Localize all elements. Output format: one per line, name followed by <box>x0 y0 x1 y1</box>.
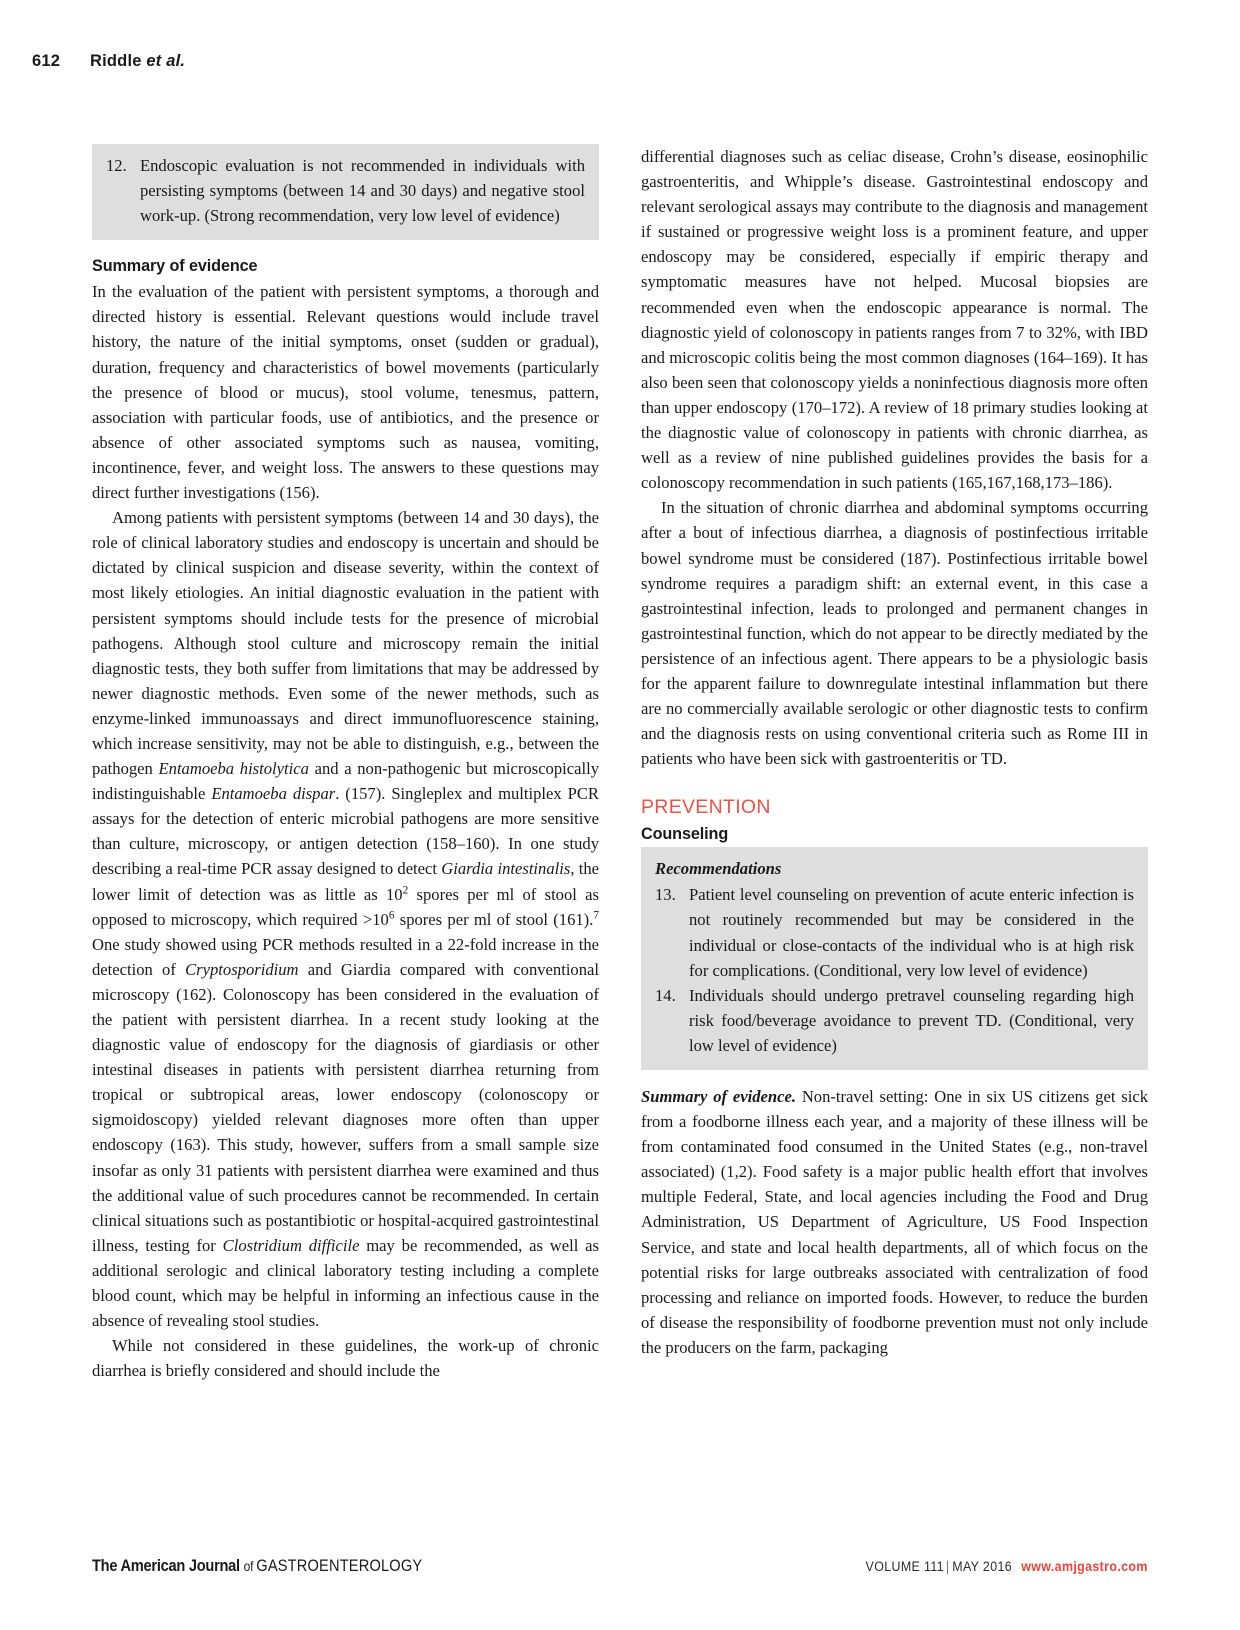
summary-of-evidence-heading: Summary of evidence <box>92 257 258 276</box>
species-name: Giardia intestinalis <box>441 859 571 879</box>
text-run: One study showed using PCR methods resulted in a 22-fold increase in the detection of <box>92 934 599 979</box>
text-run: may be recommended, as well as additional serologic and clinical laboratory testing including a complete blood count, which may be helpful in informing an infectious cause in the absence of revealing stool studies. <box>92 1235 599 1331</box>
journal-logo <box>92 1556 422 1576</box>
spacer <box>92 240 599 254</box>
running-head-authors: Riddle <box>90 52 147 70</box>
right-column <box>641 144 1148 1474</box>
recommendation-number: 14. <box>655 985 676 1005</box>
footer-volume-info <box>866 1559 1148 1574</box>
text-run: and a non-pathogenic but microscopically indistinguishable <box>92 759 600 804</box>
volume-label: VOLUME 111 <box>865 1559 945 1574</box>
text-run: and Giardia compared with conventional microscopy (162). Colonoscopy has been considered in the evaluation of the patient with persistent diarrhea. In a recent study looking at the diagnostic value of endoscopy for the diagnosis of giardiasis or other intestinal diseases in patients with persistent diarrhea returning from tropical or subtropical areas, lower endoscopy (colonoscopy or sigmoidoscopy) yielded relevant diagnoses more often than upper endoscopy (163). This study, however, suffers from a small sample size insofar as only 31 patients with persistent diarrhea were examined and thus the additional value of such procedures cannot be recommended. In certain clinical situations such as postantibiotic or hospital-acquired gastrointestinal illness, testing for <box>92 959 600 1255</box>
text-run: Among patients with persistent symptoms (between 14 and 30 days), the role of clinical laboratory studies and endoscopy is uncertain and should be dictated by clinical suspicion and disease severity, within the context of most likely etiologies. An initial diagnostic evaluation in the patient with persistent symptoms should include tests for the presence of microbial pathogens. Although stool culture and microscopy remain the initial diagnostic tests, they both suffer from limitations that may be addressed by newer diagnostic methods. Even some of the newer methods, such as enzyme-linked immunoassays and direct immunofluorescence staining, which increase sensitivity, may not be able to distinguish, e.g., between the pathogen <box>92 508 599 779</box>
text-run: , the lower limit of detection was as little as 10 <box>92 859 599 904</box>
left-paragraph-3: While not considered in these guidelines, the work-up of chronic diarrhea is briefly considered and should include the <box>92 1336 599 1381</box>
recommendation-box-12 <box>92 144 599 240</box>
counseling-subheading: Counseling <box>641 825 729 844</box>
article-body <box>92 144 1148 1474</box>
species-name: Clostridium difficile <box>222 1235 360 1255</box>
superscript-exponent: 2 <box>402 884 409 896</box>
journal-url-link[interactable]: www.amjgastro.com <box>1021 1559 1148 1574</box>
spacer <box>641 1070 1148 1084</box>
summary-of-evidence-run-in: Summary of evidence. <box>641 1087 796 1106</box>
page-footer <box>92 1556 1148 1582</box>
footnote-marker: 7 <box>593 909 599 922</box>
recommendation-item <box>655 882 1134 982</box>
journal-name-gastroenterology: GASTROENTEROLOGY <box>256 1556 423 1575</box>
text-run: . (157). Singleplex and multiplex PCR assays for the detection of enteric microbial pathogens are more sensitive than culture, microscopy, or antigen detection (158–160). In one study describing a real-time PCR assay designed to detect <box>92 784 599 879</box>
recommendation-box-prevention <box>641 847 1148 1070</box>
running-head <box>32 52 1132 71</box>
right-paragraph-1: differential diagnoses such as celiac disease, Crohn’s disease, eosinophilic gastroenteritis, and Whipple’s disease. Gastrointestinal endoscopy and relevant serological assays may contribute to the diagnosis and management if sustained or progressive weight loss is a prominent feature, and upper endoscopy may be considered, especially if empiric therapy and symptomatic measures have not helped. Mucosal biopsies are recommended even when the endoscopic appearance is normal. The diagnostic yield of colonoscopy in patients ranges from 7 to 32%, with IBD and microscopic colitis being the most common diagnoses (164–169). It has also been seen that colonoscopy yields a noninfectious diagnosis more often than upper endoscopy (170–172). A review of 18 primary studies looking at the diagnostic value of colonoscopy in patients with chronic diarrhea, as well as a review of nine published guidelines provides the basis for a colonoscopy recommendation in such patients (165,167,168,173–186). <box>641 147 1148 493</box>
page-number: 612 <box>32 52 61 70</box>
left-paragraph-1: In the evaluation of the patient with persistent symptoms, a thorough and directed history is essential. Relevant questions would include travel history, the nature of the initial symptoms, onset (sudden or gradual), duration, frequency and characteristics of bowel movements (particularly the presence of blood or mucus), stool volume, tenesmus, pattern, association with particular foods, use of antibiotics, and the presence or absence of other associated symptoms such as nausea, vomiting, incontinence, fever, and weight loss. The answers to these questions may direct further investigations (156). <box>92 282 599 503</box>
left-column <box>92 144 599 1474</box>
divider: | <box>946 1559 950 1574</box>
recommendation-text: Endoscopic evaluation is not recommended in individuals with persisting symptoms (between 14 and 30 days) and negative stool work-up. (Strong recommendation, very low level of evidence) <box>140 156 585 226</box>
superscript-exponent: 6 <box>388 909 395 922</box>
recommendation-item <box>106 153 585 228</box>
recommendation-item <box>655 983 1134 1058</box>
text-run: spores per ml of stool (161). <box>394 909 594 929</box>
prevention-section-heading: PREVENTION <box>641 796 771 819</box>
species-name: Entamoeba dispar <box>211 784 336 804</box>
issue-date: MAY 2016 <box>952 1559 1013 1574</box>
recommendation-text: Individuals should undergo pretravel counseling regarding high risk food/beverage avoidance to prevent TD. (Conditional, very low level of evidence) <box>689 985 1134 1055</box>
spacer <box>641 771 1148 793</box>
recommendations-label: Recommendations <box>655 859 782 879</box>
journal-name-the: The American Journal <box>92 1556 244 1575</box>
species-name: Cryptosporidium <box>185 959 299 979</box>
recommendation-number: 13. <box>655 885 676 905</box>
recommendation-text: Patient level counseling on prevention of acute enteric infection is not routinely recommended but may be considered in the individual or close-contacts of the individual who is at high risk for complications. (Conditional, very low level of evidence) <box>689 885 1134 980</box>
left-paragraph-2 <box>92 505 599 1333</box>
right-paragraph-2: In the situation of chronic diarrhea and abdominal symptoms occurring after a bout of infectious diarrhea, a diagnosis of postinfectious irritable bowel syndrome must be considered (187). Postinfectious irritable bowel syndrome requires a paradigm shift: an external event, in this case a gastrointestinal infection, leads to prolonged and permanent changes in gastrointestinal function, which do not appear to be directly mediated by the persistence of an infectious agent. There appears to be a physiologic basis for the apparent failure to downregulate intestinal inflammation but there are no commercially available serologic or other diagnostic tests to confirm and the diagnosis rests on using conventional criteria such as Rome III in patients who have been sick with gastroenteritis or TD. <box>641 498 1148 769</box>
species-name: Entamoeba histolytica <box>158 759 309 779</box>
recommendation-number: 12. <box>106 156 127 175</box>
running-head-authors-et-al: et al. <box>146 52 186 70</box>
journal-name-of: of <box>243 1558 257 1574</box>
right-paragraph-3 <box>641 1084 1148 1360</box>
text-run: spores per ml of stool as opposed to microscopy, which required >10 <box>92 884 599 929</box>
text-run: Non-travel setting: One in six US citizens get sick from a foodborne illness each year, and a majority of these illness will be from contaminated food consumed in the United States (e.g., non-travel associated) (1,2). Food safety is a major public health effort that involves multiple Federal, State, and local agencies including the Food and Drug Administration, US Department of Agriculture, US Food Inspection Service, and state and local health departments, all of which focus on the potential risks for large outbreaks associated with centralization of food processing and reliance on imported foods. However, to reduce the burden of disease the responsibility of foodborne prevention must not only include the producers on the farm, packaging <box>641 1087 1148 1357</box>
